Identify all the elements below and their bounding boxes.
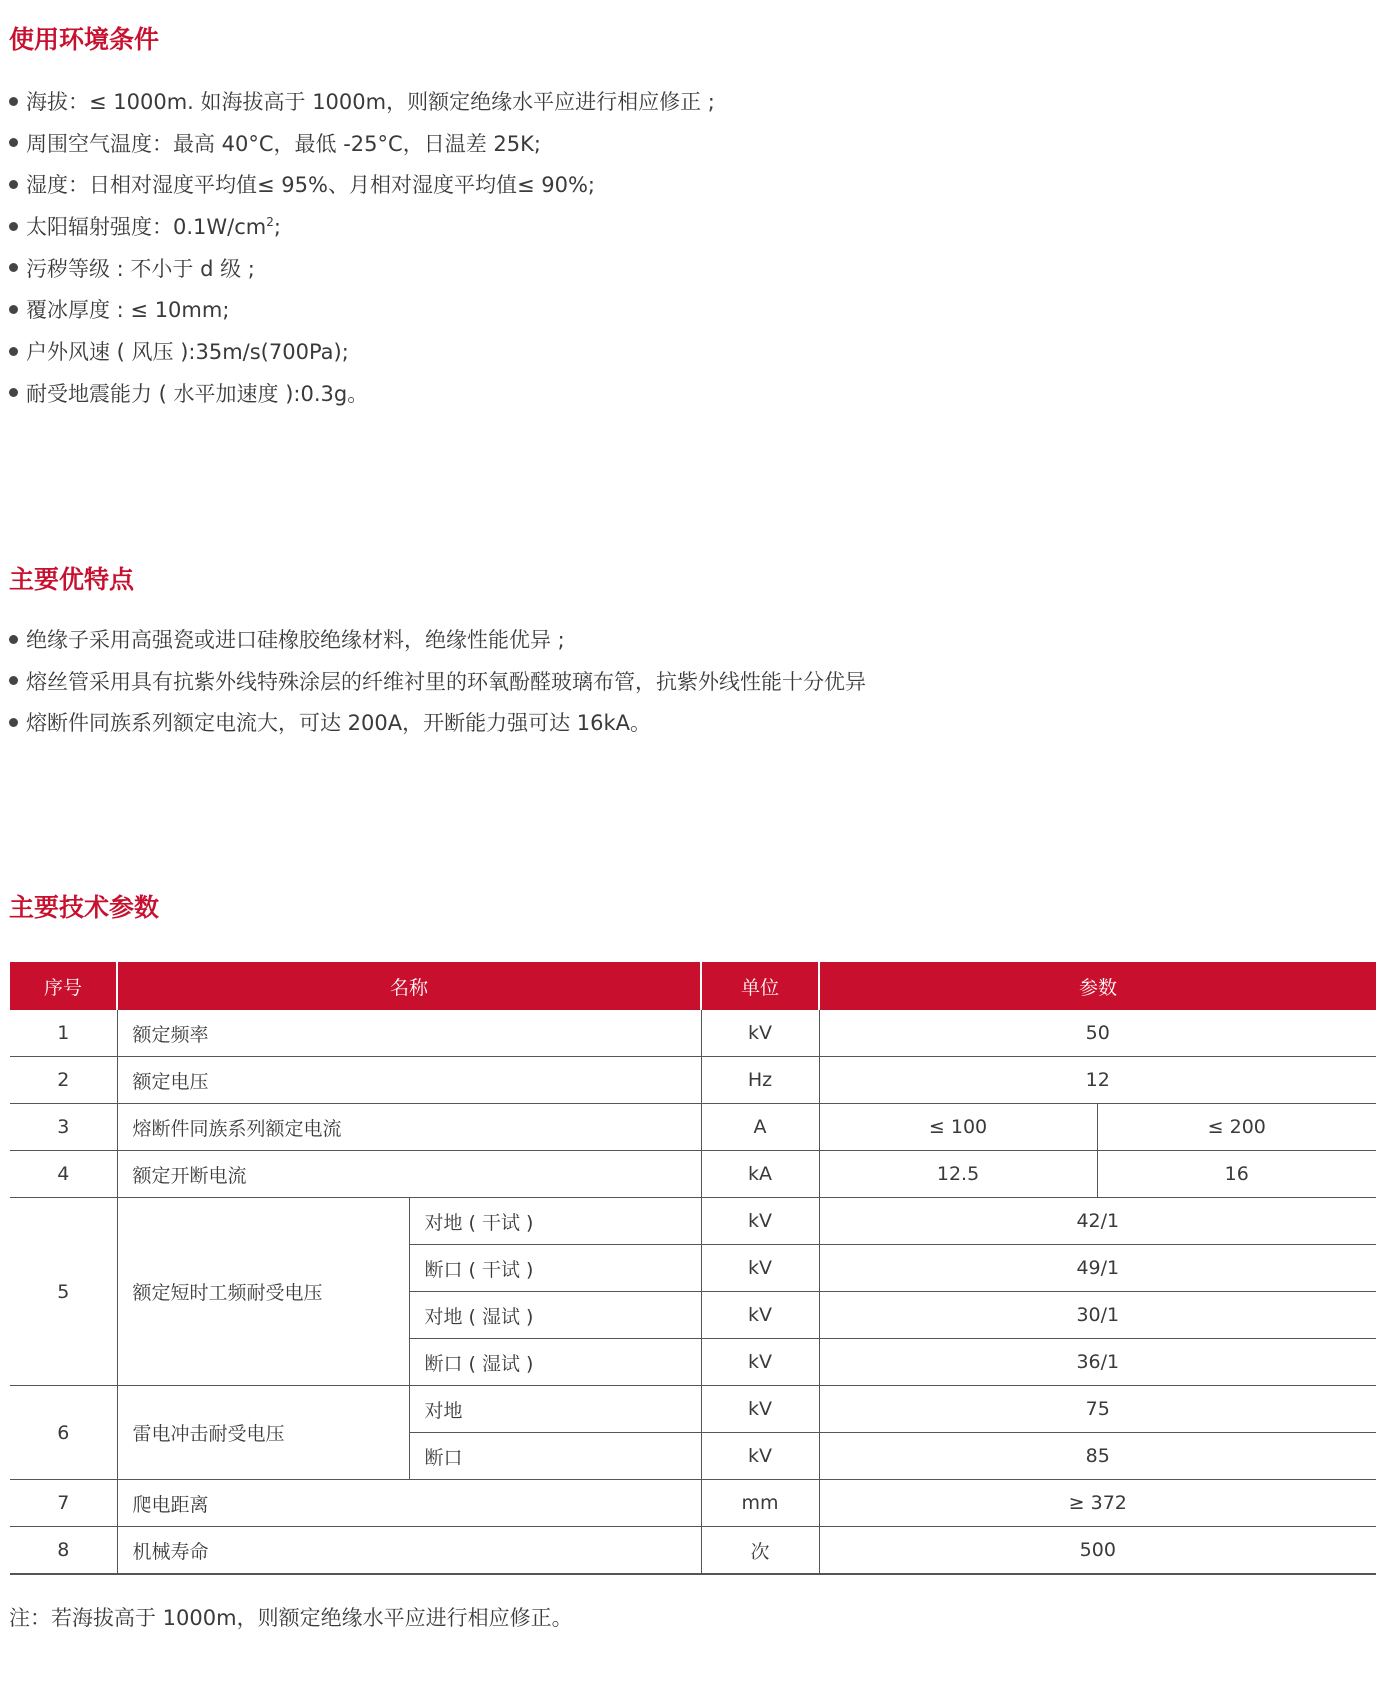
cell-unit: kV bbox=[701, 1433, 819, 1480]
bullet-icon bbox=[9, 347, 18, 356]
cell-value-a: 12.5 bbox=[819, 1151, 1097, 1198]
cell-value: 500 bbox=[819, 1527, 1376, 1575]
list-item bbox=[9, 82, 715, 124]
cell-sub-label: 对地 bbox=[409, 1386, 701, 1433]
list-item-tail: ; bbox=[273, 215, 281, 240]
cell-unit: A bbox=[701, 1104, 819, 1151]
cell-name: 机械寿命 bbox=[117, 1527, 701, 1575]
bullet-icon bbox=[9, 180, 18, 189]
footnote: 注：若海拔高于 1000m，则额定绝缘水平应进行相应修正。 bbox=[9, 1606, 573, 1630]
table-row bbox=[10, 1386, 1376, 1433]
table-row bbox=[10, 1527, 1376, 1575]
bullet-icon bbox=[9, 388, 18, 397]
header-value: 参数 bbox=[819, 962, 1376, 1010]
cell-sub-label: 断口 bbox=[409, 1433, 701, 1480]
bullet-icon bbox=[9, 263, 18, 272]
cell-value-a: ≤ 100 bbox=[819, 1104, 1097, 1151]
cell-name: 额定电压 bbox=[117, 1057, 701, 1104]
list-item bbox=[9, 620, 866, 662]
list-item bbox=[9, 290, 715, 332]
cell-unit: Hz bbox=[701, 1057, 819, 1104]
cell-unit: mm bbox=[701, 1480, 819, 1527]
cell-name: 额定短时工频耐受电压 bbox=[117, 1198, 409, 1386]
cell-no: 1 bbox=[10, 1010, 117, 1057]
cell-no: 4 bbox=[10, 1151, 117, 1198]
list-item-text: 绝缘子采用高强瓷或进口硅橡胶绝缘材料，绝缘性能优异 ; bbox=[26, 628, 565, 652]
list-item-text: 户外风速 ( 风压 ):35m/s(700Pa); bbox=[26, 340, 349, 365]
cell-value: 36/1 bbox=[819, 1339, 1376, 1386]
cell-unit: kV bbox=[701, 1010, 819, 1057]
list-item bbox=[9, 165, 715, 207]
bullet-icon bbox=[9, 635, 18, 644]
cell-sub-label: 对地 ( 干试 ) bbox=[409, 1198, 701, 1245]
features-section-title: 主要优特点 bbox=[9, 565, 135, 594]
bullet-icon bbox=[9, 138, 18, 147]
cell-unit: 次 bbox=[701, 1527, 819, 1575]
list-item-text: 耐受地震能力 ( 水平加速度 ):0.3g。 bbox=[26, 381, 369, 406]
bullet-icon bbox=[9, 718, 18, 727]
cell-no: 7 bbox=[10, 1480, 117, 1527]
cell-name: 额定开断电流 bbox=[117, 1151, 701, 1198]
cell-value: 50 bbox=[819, 1010, 1376, 1057]
table-row bbox=[10, 1104, 1376, 1151]
table-header-row bbox=[10, 962, 1376, 1010]
list-item-text: 覆冰厚度 : ≤ 10mm; bbox=[26, 298, 230, 323]
table-row bbox=[10, 1010, 1376, 1057]
env-section-title: 使用环境条件 bbox=[9, 25, 160, 54]
cell-value-b: 16 bbox=[1097, 1151, 1376, 1198]
cell-no: 8 bbox=[10, 1527, 117, 1575]
cell-no: 6 bbox=[10, 1386, 117, 1480]
header-name: 名称 bbox=[117, 962, 701, 1010]
params-section-title: 主要技术参数 bbox=[9, 893, 160, 922]
superscript: 2 bbox=[266, 215, 274, 230]
bullet-icon bbox=[9, 305, 18, 314]
cell-unit: kV bbox=[701, 1245, 819, 1292]
list-item-text: 海拔：≤ 1000m. 如海拔高于 1000m，则额定绝缘水平应进行相应修正 ; bbox=[26, 90, 715, 114]
list-item bbox=[9, 703, 866, 745]
header-no: 序号 bbox=[10, 962, 117, 1010]
cell-name: 雷电冲击耐受电压 bbox=[117, 1386, 409, 1480]
table-row bbox=[10, 1057, 1376, 1104]
cell-value: 42/1 bbox=[819, 1198, 1376, 1245]
table-row bbox=[10, 1198, 1376, 1245]
list-item-text: 熔丝管采用具有抗紫外线特殊涂层的纤维衬里的环氧酚醛玻璃布管，抗紫外线性能十分优异 bbox=[26, 669, 866, 694]
list-item bbox=[9, 662, 866, 704]
cell-unit: kV bbox=[701, 1292, 819, 1339]
cell-unit: kV bbox=[701, 1386, 819, 1433]
cell-value-b: ≤ 200 bbox=[1097, 1104, 1376, 1151]
cell-no: 2 bbox=[10, 1057, 117, 1104]
list-item-text: 太阳辐射强度：0.1W/cm bbox=[26, 215, 267, 240]
cell-unit: kV bbox=[701, 1339, 819, 1386]
cell-value: ≥ 372 bbox=[819, 1480, 1376, 1527]
cell-sub-label: 对地 ( 湿试 ) bbox=[409, 1292, 701, 1339]
list-item-text: 熔断件同族系列额定电流大，可达 200A，开断能力强可达 16kA。 bbox=[26, 711, 652, 736]
cell-sub-label: 断口 ( 湿试 ) bbox=[409, 1339, 701, 1386]
cell-sub-label: 断口 ( 干试 ) bbox=[409, 1245, 701, 1292]
cell-value: 85 bbox=[819, 1433, 1376, 1480]
table-row bbox=[10, 1151, 1376, 1198]
cell-unit: kA bbox=[701, 1151, 819, 1198]
list-item bbox=[9, 124, 715, 166]
list-item-text: 湿度：日相对湿度平均值≤ 95%、月相对湿度平均值≤ 90%; bbox=[26, 173, 595, 198]
cell-name: 额定频率 bbox=[117, 1010, 701, 1057]
cell-value: 12 bbox=[819, 1057, 1376, 1104]
features-list bbox=[9, 620, 866, 745]
cell-value: 30/1 bbox=[819, 1292, 1376, 1339]
list-item bbox=[9, 249, 715, 291]
list-item bbox=[9, 207, 715, 249]
list-item bbox=[9, 374, 715, 416]
bullet-icon bbox=[9, 222, 18, 231]
list-item-text: 污秽等级 : 不小于 d 级 ; bbox=[26, 256, 255, 281]
env-conditions-list bbox=[9, 82, 715, 416]
list-item-text: 周围空气温度：最高 40°C，最低 -25°C，日温差 25K; bbox=[26, 131, 541, 156]
cell-no: 5 bbox=[10, 1198, 117, 1386]
bullet-icon bbox=[9, 676, 18, 685]
cell-name: 熔断件同族系列额定电流 bbox=[117, 1104, 701, 1151]
cell-value: 49/1 bbox=[819, 1245, 1376, 1292]
params-table bbox=[10, 962, 1376, 1575]
cell-name: 爬电距离 bbox=[117, 1480, 701, 1527]
bullet-icon bbox=[9, 97, 18, 106]
table-row bbox=[10, 1480, 1376, 1527]
header-unit: 单位 bbox=[701, 962, 819, 1010]
list-item bbox=[9, 332, 715, 374]
cell-unit: kV bbox=[701, 1198, 819, 1245]
cell-no: 3 bbox=[10, 1104, 117, 1151]
cell-value: 75 bbox=[819, 1386, 1376, 1433]
